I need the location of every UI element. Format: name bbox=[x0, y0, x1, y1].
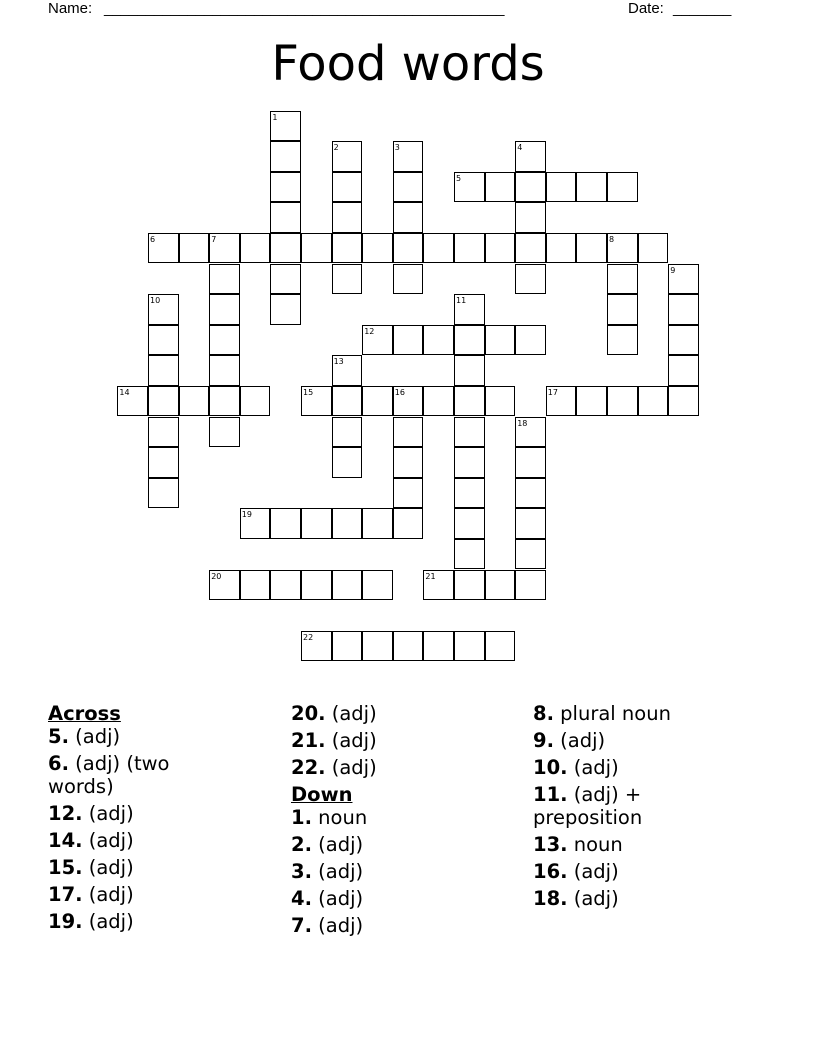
clue-number: 15. bbox=[48, 856, 83, 879]
grid-cell[interactable] bbox=[454, 447, 485, 478]
clue-text: (adj) bbox=[311, 860, 364, 883]
grid-cell[interactable] bbox=[515, 172, 546, 203]
grid-cell[interactable] bbox=[270, 233, 301, 264]
clue-text: plural noun bbox=[553, 702, 671, 725]
clue-number: 19. bbox=[48, 910, 83, 933]
grid-cell[interactable] bbox=[209, 417, 240, 448]
across-clue-list-continued bbox=[291, 702, 491, 779]
grid-number: 8 bbox=[609, 234, 615, 244]
clue-text: (adj) (two words) bbox=[48, 752, 170, 798]
name-label: Name: bbox=[48, 0, 93, 17]
grid-cell[interactable] bbox=[668, 294, 699, 325]
grid-cell[interactable] bbox=[301, 570, 332, 601]
clue-item bbox=[533, 756, 733, 779]
grid-cell[interactable] bbox=[332, 264, 363, 295]
clue-text: (adj) bbox=[311, 887, 364, 910]
grid-cell[interactable] bbox=[485, 233, 516, 264]
grid-cell[interactable] bbox=[515, 202, 546, 233]
grid-cell[interactable] bbox=[362, 233, 393, 264]
grid-cell[interactable] bbox=[607, 294, 638, 325]
grid-cell[interactable] bbox=[515, 508, 546, 539]
grid-cell[interactable] bbox=[515, 233, 546, 264]
grid-cell[interactable] bbox=[270, 508, 301, 539]
clue-item bbox=[533, 729, 733, 752]
grid-cell[interactable] bbox=[607, 172, 638, 203]
grid-cell[interactable] bbox=[454, 233, 485, 264]
clue-number: 21. bbox=[291, 729, 326, 752]
grid-cell[interactable] bbox=[270, 202, 301, 233]
grid-number: 16 bbox=[394, 387, 405, 397]
grid-cell[interactable] bbox=[332, 172, 363, 203]
grid-number: 18 bbox=[517, 418, 528, 428]
grid-cell[interactable] bbox=[148, 478, 179, 509]
grid-cell[interactable] bbox=[485, 172, 516, 203]
grid-cell[interactable] bbox=[638, 386, 669, 417]
grid-cell[interactable] bbox=[454, 478, 485, 509]
clue-text: (adj) bbox=[567, 860, 619, 883]
grid-cell[interactable] bbox=[485, 631, 516, 662]
clue-text: (adj) bbox=[82, 829, 134, 852]
grid-cell[interactable] bbox=[393, 325, 424, 356]
grid-cell[interactable] bbox=[393, 264, 424, 295]
grid-cell[interactable] bbox=[209, 264, 240, 295]
down-heading: Down bbox=[291, 783, 353, 806]
clue-text: (adj) bbox=[68, 725, 121, 748]
grid-cell[interactable] bbox=[179, 233, 210, 264]
page-title: Food words bbox=[271, 36, 545, 92]
clue-number: 6. bbox=[48, 752, 69, 775]
grid-cell[interactable] bbox=[301, 233, 332, 264]
grid-cell[interactable] bbox=[332, 202, 363, 233]
grid-cell[interactable] bbox=[515, 570, 546, 601]
clue-item bbox=[291, 729, 491, 752]
grid-cell[interactable] bbox=[393, 417, 424, 448]
grid-cell[interactable] bbox=[668, 386, 699, 417]
grid-cell[interactable] bbox=[423, 325, 454, 356]
grid-number: 15 bbox=[303, 387, 314, 397]
clue-number: 9. bbox=[533, 729, 554, 752]
clue-item bbox=[291, 702, 491, 725]
clue-item bbox=[48, 725, 233, 748]
grid-number: 10 bbox=[150, 296, 161, 306]
clue-number: 18. bbox=[533, 887, 568, 910]
clue-item bbox=[291, 860, 491, 883]
clue-text: (adj) bbox=[325, 756, 377, 779]
clue-number: 17. bbox=[48, 883, 83, 906]
date-label: Date: bbox=[628, 0, 664, 17]
grid-cell[interactable] bbox=[454, 325, 485, 356]
clue-text: (adj) bbox=[82, 856, 134, 879]
clue-text: noun bbox=[567, 833, 623, 856]
clue-number: 3. bbox=[291, 860, 312, 883]
grid-cell[interactable] bbox=[240, 570, 271, 601]
clue-text: (adj) bbox=[325, 702, 377, 725]
grid-cell[interactable] bbox=[209, 355, 240, 386]
clue-number: 13. bbox=[533, 833, 568, 856]
grid-cell[interactable] bbox=[332, 233, 363, 264]
clue-text: (adj) bbox=[325, 729, 377, 752]
clue-item bbox=[533, 887, 733, 910]
grid-cell[interactable] bbox=[454, 539, 485, 570]
grid-number: 14 bbox=[119, 387, 130, 397]
clue-item bbox=[48, 910, 233, 933]
grid-cell[interactable] bbox=[668, 355, 699, 386]
grid-number: 21 bbox=[425, 571, 436, 581]
grid-cell[interactable] bbox=[332, 508, 363, 539]
grid-cell[interactable] bbox=[515, 447, 546, 478]
grid-number: 17 bbox=[547, 387, 558, 397]
grid-cell[interactable] bbox=[270, 264, 301, 295]
grid-cell[interactable] bbox=[393, 508, 424, 539]
clues-column-1 bbox=[48, 702, 233, 937]
clue-text: noun bbox=[311, 806, 368, 829]
grid-number: 2 bbox=[333, 143, 339, 153]
grid-cell[interactable] bbox=[362, 570, 393, 601]
grid-cell[interactable] bbox=[607, 325, 638, 356]
clue-text: (adj) bbox=[82, 883, 134, 906]
clue-number: 5. bbox=[48, 725, 69, 748]
grid-cell[interactable] bbox=[393, 202, 424, 233]
grid-cell[interactable] bbox=[576, 172, 607, 203]
grid-number: 3 bbox=[394, 143, 400, 153]
clue-item bbox=[533, 860, 733, 883]
grid-cell[interactable] bbox=[148, 447, 179, 478]
grid-cell[interactable] bbox=[301, 508, 332, 539]
grid-number: 4 bbox=[517, 143, 523, 153]
clue-number: 16. bbox=[533, 860, 568, 883]
grid-cell[interactable] bbox=[332, 570, 363, 601]
grid-cell[interactable] bbox=[485, 570, 516, 601]
grid-cell[interactable] bbox=[454, 570, 485, 601]
grid-cell[interactable] bbox=[270, 570, 301, 601]
grid-cell[interactable] bbox=[240, 233, 271, 264]
name-field[interactable]: ________________________________________________ bbox=[104, 0, 505, 17]
clue-number: 12. bbox=[48, 802, 83, 825]
grid-cell[interactable] bbox=[423, 233, 454, 264]
clue-number: 8. bbox=[533, 702, 554, 725]
clue-item bbox=[533, 702, 733, 725]
grid-cell[interactable] bbox=[332, 386, 363, 417]
grid-cell[interactable] bbox=[179, 386, 210, 417]
clue-number: 4. bbox=[291, 887, 312, 910]
grid-cell[interactable] bbox=[270, 141, 301, 172]
clue-item bbox=[533, 833, 733, 856]
grid-cell[interactable] bbox=[332, 447, 363, 478]
grid-cell[interactable] bbox=[270, 294, 301, 325]
clue-text: (adj) bbox=[82, 910, 134, 933]
grid-cell[interactable] bbox=[638, 233, 669, 264]
clue-item bbox=[291, 833, 491, 856]
grid-cell[interactable] bbox=[546, 172, 577, 203]
grid-cell[interactable] bbox=[209, 294, 240, 325]
clue-item bbox=[291, 756, 491, 779]
grid-cell[interactable] bbox=[240, 386, 271, 417]
grid-cell[interactable] bbox=[362, 386, 393, 417]
grid-cell[interactable] bbox=[270, 172, 301, 203]
grid-cell[interactable] bbox=[393, 478, 424, 509]
clue-item bbox=[48, 856, 233, 879]
grid-cell[interactable] bbox=[423, 386, 454, 417]
grid-cell[interactable] bbox=[393, 172, 424, 203]
grid-cell[interactable] bbox=[454, 355, 485, 386]
grid-number: 20 bbox=[211, 571, 222, 581]
clue-item bbox=[48, 829, 233, 852]
grid-cell[interactable] bbox=[607, 264, 638, 295]
grid-number: 13 bbox=[333, 357, 344, 367]
grid-cell[interactable] bbox=[454, 508, 485, 539]
grid-cell[interactable] bbox=[423, 631, 454, 662]
clue-item bbox=[291, 914, 491, 937]
grid-number: 6 bbox=[150, 234, 156, 244]
grid-cell[interactable] bbox=[393, 447, 424, 478]
clue-number: 2. bbox=[291, 833, 312, 856]
grid-number: 5 bbox=[456, 173, 462, 183]
grid-number: 7 bbox=[211, 234, 217, 244]
clue-item bbox=[291, 887, 491, 910]
across-heading: Across bbox=[48, 702, 121, 725]
grid-cell[interactable] bbox=[515, 325, 546, 356]
grid-number: 22 bbox=[303, 632, 314, 642]
grid-cell[interactable] bbox=[515, 478, 546, 509]
clue-text: (adj) bbox=[567, 756, 619, 779]
clue-number: 22. bbox=[291, 756, 326, 779]
grid-cell[interactable] bbox=[668, 325, 699, 356]
clue-text: (adj) + preposition bbox=[533, 783, 643, 829]
grid-cell[interactable] bbox=[515, 539, 546, 570]
grid-cell[interactable] bbox=[362, 631, 393, 662]
clue-number: 11. bbox=[533, 783, 568, 806]
clue-text: (adj) bbox=[553, 729, 606, 752]
clue-item bbox=[291, 806, 491, 829]
clue-text: (adj) bbox=[82, 802, 134, 825]
clue-item bbox=[533, 783, 733, 829]
clue-item bbox=[48, 883, 233, 906]
grid-cell[interactable] bbox=[546, 233, 577, 264]
grid-cell[interactable] bbox=[148, 325, 179, 356]
grid-number: 1 bbox=[272, 112, 278, 122]
clues-column-3 bbox=[533, 702, 733, 914]
grid-cell[interactable] bbox=[332, 417, 363, 448]
clue-item bbox=[48, 752, 233, 798]
grid-cell[interactable] bbox=[485, 325, 516, 356]
grid-cell[interactable] bbox=[576, 386, 607, 417]
clues-column-2 bbox=[291, 702, 491, 941]
clue-number: 20. bbox=[291, 702, 326, 725]
across-clue-list bbox=[48, 725, 233, 933]
grid-cell[interactable] bbox=[454, 631, 485, 662]
grid-cell[interactable] bbox=[148, 355, 179, 386]
grid-cell[interactable] bbox=[362, 508, 393, 539]
grid-cell[interactable] bbox=[332, 631, 363, 662]
clue-number: 7. bbox=[291, 914, 312, 937]
clue-number: 14. bbox=[48, 829, 83, 852]
date-field[interactable]: _______ bbox=[673, 0, 732, 17]
grid-cell[interactable] bbox=[393, 233, 424, 264]
grid-number: 19 bbox=[241, 510, 252, 520]
grid-cell[interactable] bbox=[393, 631, 424, 662]
grid-cell[interactable] bbox=[148, 417, 179, 448]
clue-text: (adj) bbox=[567, 887, 619, 910]
clue-number: 1. bbox=[291, 806, 312, 829]
grid-cell[interactable] bbox=[454, 386, 485, 417]
grid-cell[interactable] bbox=[148, 386, 179, 417]
clue-text: (adj) bbox=[311, 833, 364, 856]
grid-cell[interactable] bbox=[576, 233, 607, 264]
grid-cell[interactable] bbox=[607, 386, 638, 417]
clue-text: (adj) bbox=[311, 914, 364, 937]
grid-cell[interactable] bbox=[485, 386, 516, 417]
grid-cell[interactable] bbox=[515, 264, 546, 295]
grid-number: 12 bbox=[364, 326, 375, 336]
down-clue-list-continued bbox=[533, 702, 733, 910]
grid-number: 11 bbox=[456, 296, 467, 306]
grid-cell[interactable] bbox=[454, 417, 485, 448]
clue-item bbox=[48, 802, 233, 825]
grid-number: 9 bbox=[670, 265, 676, 275]
grid-cell[interactable] bbox=[209, 386, 240, 417]
clue-number: 10. bbox=[533, 756, 568, 779]
down-clue-list bbox=[291, 806, 491, 937]
grid-cell[interactable] bbox=[209, 325, 240, 356]
